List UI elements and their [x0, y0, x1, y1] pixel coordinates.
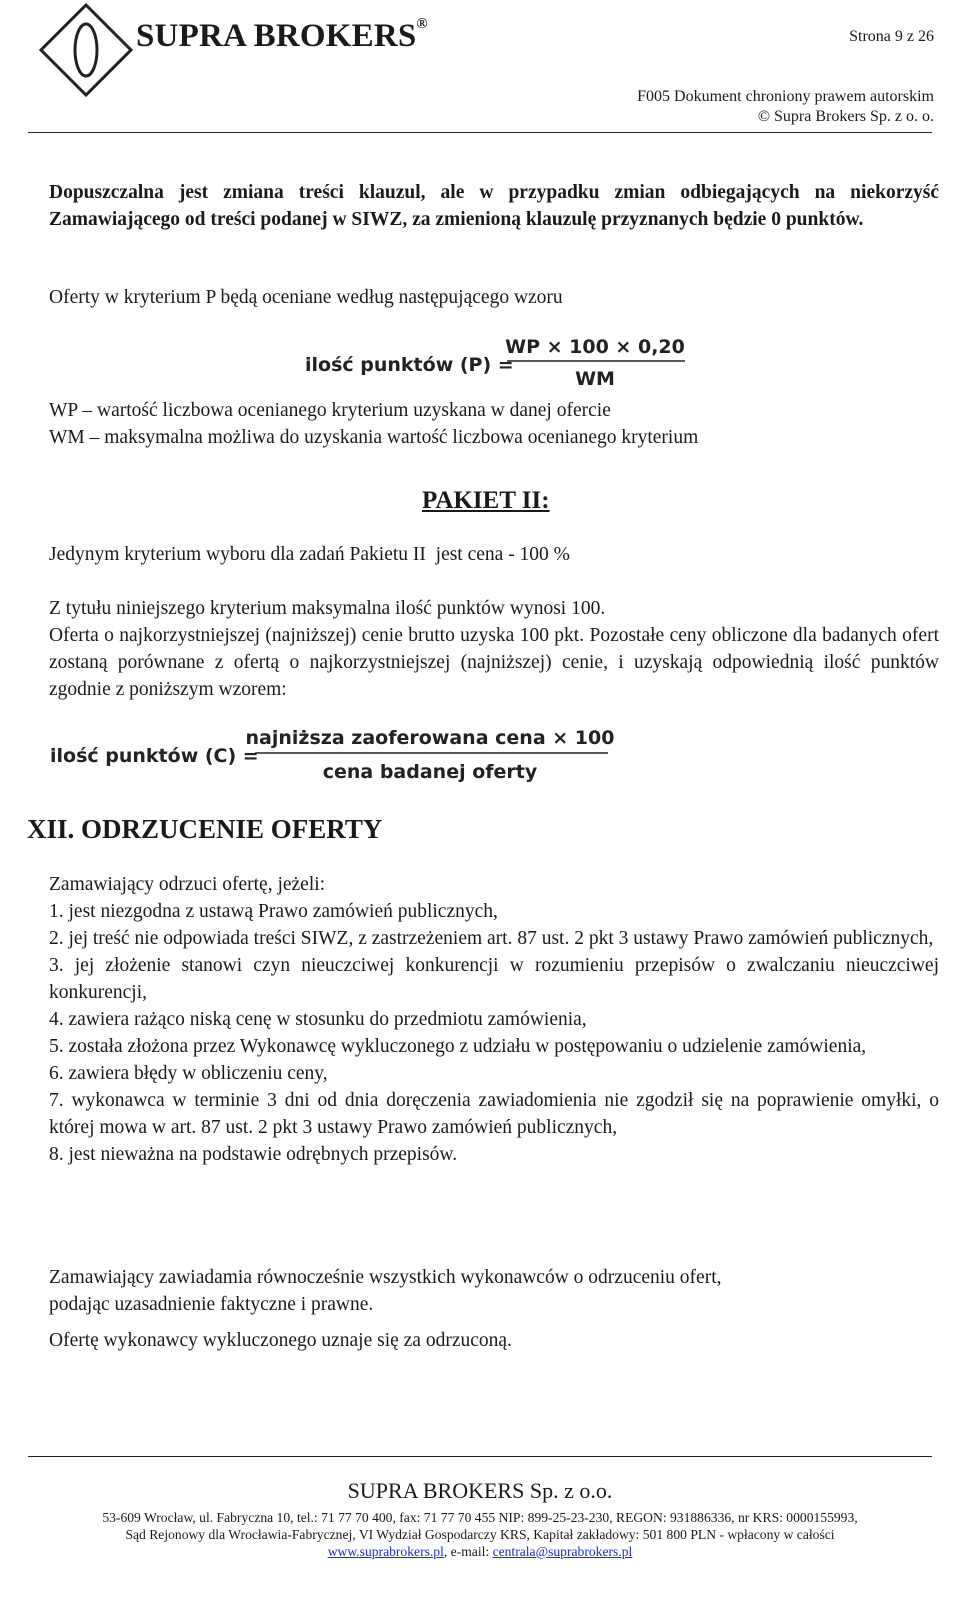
footer-company: SUPRA BROKERS Sp. z o.o.	[347, 1478, 613, 1503]
copyright-line: F005 Dokument chroniony prawem autorskim	[637, 88, 934, 105]
list-item: 2. jej treść nie odpowiada treści SIWZ, z zastrzeżeniem art. 87 ust. 2 pkt 3 ustawy Prawo zamówień publicznych,	[49, 928, 934, 949]
formula-c-lhs: ilość punktów (C) =	[50, 745, 259, 767]
email-label: , e-mail:	[443, 1544, 493, 1559]
footer-address	[0, 1509, 960, 1560]
list-item: 6. zawiera błędy w obliczeniu ceny,	[49, 1063, 328, 1084]
pakiet-max-points: Z tytułu niniejszego kryterium maksymalna ilość punktów wynosi 100.	[49, 598, 606, 619]
definition-wm: WM – maksymalna możliwa do uzyskania wartość liczbowa ocenianego kryterium	[49, 427, 699, 448]
website-link[interactable]: www.suprabrokers.pl	[327, 1544, 444, 1559]
formula-c-denominator: cena badanej oferty	[322, 761, 538, 783]
excluded-paragraph: Ofertę wykonawcy wykluczonego uznaje się za odrzuconą.	[49, 1330, 512, 1351]
pakiet-best-offer: Oferta o najkorzystniejszej (najniższej) cenie brutto uzyska 100 pkt. Pozostałe ceny obliczone dla badanych ofert zostaną porównane z ofertą o najkorzystniejszej (najniższej) cenie, i uzyskają odpowiednią ilość punktów zgodnie z poniższym wzorem:	[49, 625, 939, 700]
page-number: Strona 9 z 26	[849, 28, 934, 45]
reject-intro: Zamawiający odrzuci ofertę, jeżeli:	[49, 874, 326, 895]
notify-line: podając uzasadnienie faktyczne i prawne.	[49, 1294, 374, 1315]
section-title: XII. ODRZUCENIE OFERTY	[27, 814, 383, 844]
definition-wp: WP – wartość liczbowa ocenianego kryterium uzyskana w danej ofercie	[49, 400, 611, 421]
email-link[interactable]: centrala@suprabrokers.pl	[492, 1544, 633, 1559]
clauses-paragraph: Dopuszczalna jest zmiana treści klauzul, ale w przypadku zmian odbiegających na niekorzyść Zamawiającego od treści podanej w SIWZ, za zmienioną klauzulę przyznanych będzie 0 punktów.	[49, 182, 939, 230]
rejection-list	[49, 898, 939, 1168]
list-item: 4. zawiera rażąco niską cenę w stosunku do przedmiotu zamówienia,	[49, 1009, 587, 1030]
footer-address-line: 53-609 Wrocław, ul. Fabryczna 10, tel.: 71 77 70 400, fax: 71 77 70 455 NIP: 899-25-23-230, REGON: 931886336, nr KRS: 0000155993,	[102, 1510, 858, 1525]
formula-points-c	[50, 722, 615, 784]
logo-icon	[38, 2, 134, 98]
footer-address-line: Sąd Rejonowy dla Wrocławia-Fabrycznej, VI Wydział Gospodarczy KRS, Kapitał zakładowy: 501 800 PLN - wpłacony w całości	[125, 1527, 835, 1542]
list-item: 1. jest niezgodna z ustawą Prawo zamówień publicznych,	[49, 901, 498, 922]
list-item: 7. wykonawca w terminie 3 dni od dnia doręczenia zawiadomienia nie zgodził się na poprawienie omyłki, o której mowa w art. 87 ust. 2 pkt 3 ustawy Prawo zamówień publicznych,	[49, 1090, 939, 1138]
formula-p-lhs: ilość punktów (P) =	[305, 354, 514, 376]
footer-divider	[28, 1456, 932, 1457]
brand-name: SUPRA BROKERS®	[136, 16, 428, 54]
formula-intro: Oferty w kryterium P będą oceniane według następującego wzoru	[49, 287, 563, 308]
formula-p-denominator: WM	[575, 368, 615, 390]
notify-line: Zamawiający zawiadamia równocześnie wszystkich wykonawców o odrzuceniu ofert,	[49, 1267, 722, 1288]
pakiet-title: PAKIET II:	[422, 487, 550, 514]
list-item: 5. została złożona przez Wykonawcę wykluczonego z udziału w postępowaniu o udzielenie zamówienia,	[49, 1036, 867, 1057]
footer-contact	[0, 1543, 960, 1560]
formula-c-numerator: najniższa zaoferowana cena × 100	[245, 727, 615, 749]
header-divider	[28, 132, 932, 133]
notify-paragraph	[49, 1264, 721, 1318]
copyright-notice	[637, 87, 934, 127]
formula-p-numerator: WP × 100 × 0,20	[505, 336, 685, 358]
pakiet-criterion: Jedynym kryterium wyboru dla zadań Pakietu II jest cena - 100 %	[49, 544, 570, 565]
formula-points-p	[305, 332, 690, 390]
list-item: 8. jest nieważna na podstawie odrębnych przepisów.	[49, 1144, 458, 1165]
list-item: 3. jej złożenie stanowi czyn nieuczciwej konkurencji w rozumieniu przepisów o zwalczaniu nieuczciwej konkurencji,	[49, 955, 939, 1003]
copyright-line: © Supra Brokers Sp. z o. o.	[757, 108, 934, 125]
